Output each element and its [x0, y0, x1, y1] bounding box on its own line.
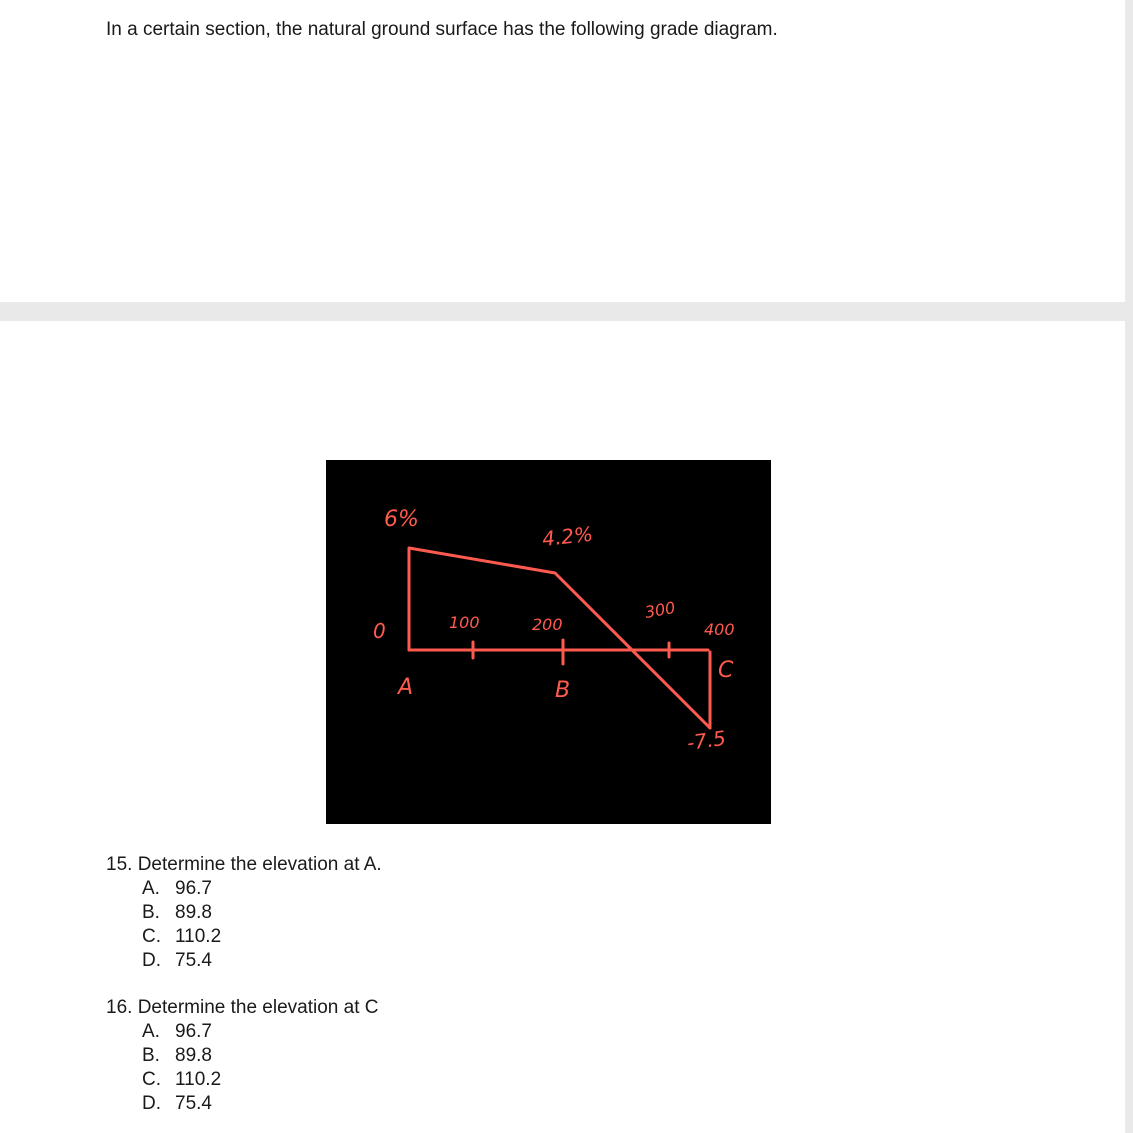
- choice-item: [142, 1044, 379, 1068]
- point-b-label: B: [555, 678, 571, 703]
- intro-text: In a certain section, the natural ground surface has the following grade diagram.: [106, 19, 778, 40]
- choice-value: 96.7: [175, 1021, 212, 1042]
- choice-letter: C.: [142, 926, 161, 947]
- choice-letter: A.: [142, 1021, 160, 1042]
- question-title: 16. Determine the elevation at C: [106, 997, 379, 1018]
- choice-letter: A.: [142, 878, 160, 899]
- choice-letter: C.: [142, 1069, 161, 1090]
- choice-value: 110.2: [175, 926, 222, 947]
- choice-item: [142, 1092, 379, 1116]
- point-a-label: A: [398, 675, 414, 700]
- grade-diagram-svg: [326, 460, 771, 824]
- choice-item: [142, 1068, 379, 1092]
- question-15: [106, 853, 382, 973]
- question-16: [106, 996, 379, 1116]
- station-300-label: 300: [643, 597, 677, 622]
- question-title: 15. Determine the elevation at A.: [106, 854, 382, 875]
- choice-item: [142, 901, 382, 925]
- choice-letter: B.: [142, 1045, 160, 1066]
- choice-value: 110.2: [175, 1069, 222, 1090]
- page-top: [0, 0, 1125, 302]
- choice-value: 96.7: [175, 878, 212, 899]
- choice-letter: D.: [142, 1093, 161, 1114]
- grade-diagram: [326, 460, 771, 824]
- grade-right-label: 4.2%: [541, 521, 595, 551]
- station-400-label: 400: [704, 620, 735, 639]
- station-200-label: 200: [532, 615, 563, 634]
- choice-value: 89.8: [175, 902, 212, 923]
- choice-value: 75.4: [175, 1093, 212, 1114]
- choice-value: 75.4: [175, 950, 212, 971]
- station-100-label: 100: [449, 613, 480, 632]
- page-bottom: [0, 321, 1125, 1133]
- choice-list: [106, 877, 382, 973]
- grade-left-label: 6%: [384, 507, 419, 532]
- choice-item: [142, 1020, 379, 1044]
- origin-label: 0: [373, 619, 386, 643]
- choice-letter: B.: [142, 902, 160, 923]
- point-c-label: C: [718, 658, 734, 683]
- choice-item: [142, 925, 382, 949]
- choice-value: 89.8: [175, 1045, 212, 1066]
- end-value-label: -7.5: [685, 725, 728, 755]
- choice-letter: D.: [142, 950, 161, 971]
- choice-list: [106, 1020, 379, 1116]
- choice-item: [142, 877, 382, 901]
- choice-item: [142, 949, 382, 973]
